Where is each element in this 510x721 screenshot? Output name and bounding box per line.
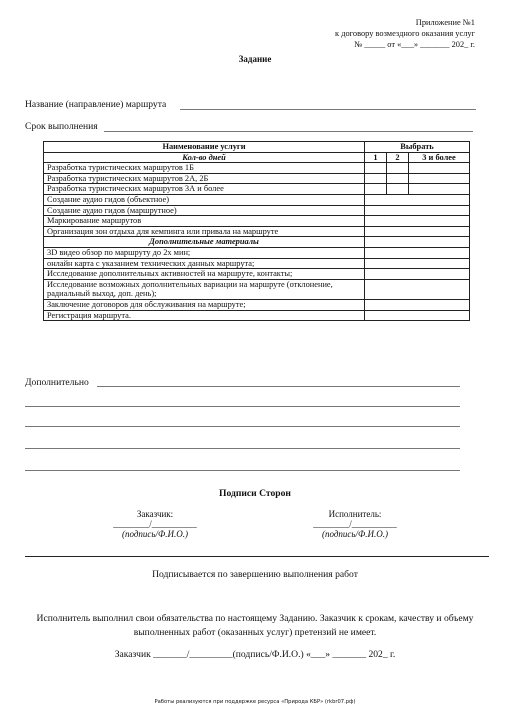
deadline-field[interactable]	[104, 131, 473, 132]
table-row	[44, 205, 470, 216]
choice-cell[interactable]	[365, 184, 387, 195]
choice-cell[interactable]	[365, 269, 470, 280]
executor-sign-caption: (подпись/Ф.И.О.)	[321, 529, 388, 539]
choice-cell[interactable]	[365, 194, 470, 205]
extra-line[interactable]	[25, 406, 460, 407]
day-col-1: 1	[365, 152, 387, 163]
col-days-header: Кол-во дней	[44, 152, 365, 163]
choice-cell[interactable]	[365, 216, 470, 227]
extra-line[interactable]	[25, 426, 460, 427]
choice-cell[interactable]	[365, 173, 387, 184]
executor-label: Исполнитель:	[328, 509, 382, 519]
service-name: Исследование возможных дополнительных вариации на маршруте (отклонение, радиальный выход, доп. день);	[44, 279, 365, 299]
col-service-header: Наименование услуги	[44, 142, 365, 153]
signatures-title: Подписи Сторон	[219, 488, 291, 499]
service-name: Маркирование маршрутов	[44, 216, 365, 227]
choice-cell[interactable]	[365, 163, 387, 174]
choice-cell[interactable]	[365, 205, 470, 216]
service-name: 3D видео обзор по маршруту до 2х мин;	[44, 247, 365, 258]
choice-cell[interactable]	[365, 226, 470, 237]
services-table	[43, 141, 470, 321]
completion-note: Подписывается по завершению выполнения работ	[152, 569, 358, 580]
choice-cell[interactable]	[365, 247, 470, 258]
col-choose-header: Выбрать	[365, 142, 470, 153]
choice-cell[interactable]	[365, 299, 470, 310]
deadline-label: Срок выполнения	[25, 121, 98, 132]
table-row	[44, 258, 470, 269]
document-title: Задание	[238, 54, 272, 64]
contract-number-date: № _____ от «___» _______ 202_ г.	[354, 40, 475, 49]
completion-statement: Исполнитель выполнил свои обязательства по настоящему Заданию. Заказчик к срокам, качеству и объему выполненных работ (оказанных услуг) претензий не имеет.	[36, 613, 474, 638]
appendix-number: Приложение №1	[415, 18, 475, 27]
service-name: Создание аудио гидов (объектное)	[44, 194, 365, 205]
table-row	[44, 163, 470, 174]
choice-cell[interactable]	[365, 279, 470, 299]
table-row	[44, 247, 470, 258]
day-col-2: 2	[387, 152, 409, 163]
table-row	[44, 299, 470, 310]
service-name: Разработка туристических маршрутов 3А и более	[44, 184, 365, 195]
extra-line[interactable]	[25, 448, 460, 449]
table-row	[44, 173, 470, 184]
extra-label: Дополнительно	[25, 377, 89, 388]
service-name: Исследование дополнительных активностей на маршруте, контакты;	[44, 269, 365, 280]
executor-signature-block	[295, 509, 415, 539]
table-section-row	[44, 237, 470, 248]
customer-signature-block	[95, 509, 215, 539]
table-row	[44, 279, 470, 299]
customer-sign-line[interactable]: ________/__________	[113, 519, 197, 529]
route-name-label: Название (направление) маршрута	[25, 99, 167, 110]
choice-cell[interactable]	[365, 310, 470, 321]
service-name: Заключение договоров для обслуживания на маршруте;	[44, 299, 365, 310]
service-name: Разработка туристических маршрутов 1Б	[44, 163, 365, 174]
choice-cell[interactable]	[387, 163, 409, 174]
day-col-3: 3 и более	[409, 152, 470, 163]
service-name: Создание аудио гидов (маршрутное)	[44, 205, 365, 216]
service-name: Регистрация маршрута.	[44, 310, 365, 321]
table-row	[44, 226, 470, 237]
service-name: Организация зон отдыха для кемпинга или привала на маршруте	[44, 226, 365, 237]
extra-line[interactable]	[97, 386, 460, 387]
table-days-row	[44, 152, 470, 163]
divider	[25, 556, 489, 557]
choice-cell[interactable]	[409, 173, 470, 184]
route-name-field[interactable]	[180, 109, 476, 110]
choice-cell[interactable]	[387, 184, 409, 195]
customer-acceptance-line[interactable]: Заказчик _______/_________(подпись/Ф.И.О.) «___» _______ 202_ г.	[114, 649, 396, 660]
contract-reference: к договору возмездного оказания услуг	[335, 29, 475, 38]
footer-note: Работы реализуются при поддержке ресурса «Природа КБР» (rkbr07.рф)	[154, 699, 356, 705]
table-row	[44, 310, 470, 321]
section-additional-materials: Дополнительные материалы	[44, 237, 365, 248]
table-row	[44, 216, 470, 227]
table-row	[44, 194, 470, 205]
service-name: Разработка туристических маршрутов 2А, 2Б	[44, 173, 365, 184]
table-header-row	[44, 142, 470, 153]
choice-cell[interactable]	[409, 163, 470, 174]
choice-cell[interactable]	[365, 258, 470, 269]
customer-label: Заказчик:	[136, 509, 174, 519]
executor-sign-line[interactable]: ________/__________	[313, 519, 397, 529]
extra-line[interactable]	[25, 470, 460, 471]
table-row	[44, 269, 470, 280]
choice-cell[interactable]	[409, 184, 470, 195]
appendix-header	[335, 17, 475, 50]
table-row	[44, 184, 470, 195]
customer-sign-caption: (подпись/Ф.И.О.)	[121, 529, 188, 539]
service-name: онлайн карта с указанием технических данных маршрута;	[44, 258, 365, 269]
choice-cell[interactable]	[387, 173, 409, 184]
